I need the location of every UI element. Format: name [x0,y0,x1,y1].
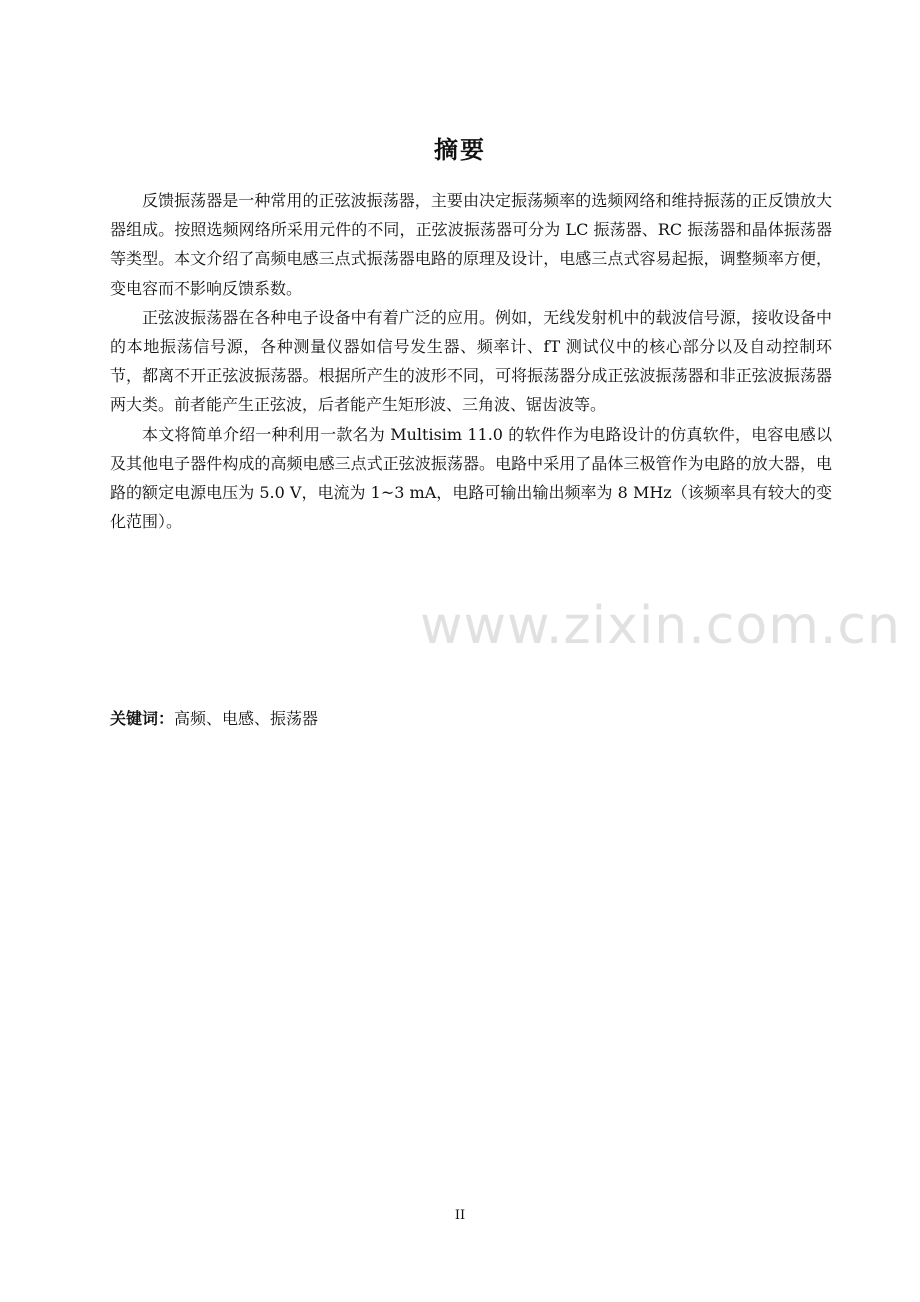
keywords-line [110,707,318,731]
watermark: www.zixin.com.cn [420,596,901,656]
abstract-body [110,186,832,536]
keywords-value: 高频、电感、振荡器 [174,709,319,728]
page-number: II [454,1208,466,1223]
abstract-paragraph-3: 本文将简单介绍一种利用一款名为 Multisim 11.0 的软件作为电路设计的仿真软件，电容电感以及其他电子器件构成的高频电感三点式正弦波振荡器。电路中采用了晶体三极管作为电路的放大器，电路的额定电源电压为 5.0 V，电流为 1~3 mA，电路可输出输出频率为 8 MHz（该频率具有较大的变化范围）。 [110,424,832,532]
abstract-paragraph-2: 正弦波振荡器在各种电子设备中有着广泛的应用。例如，无线发射机中的载波信号源，接收设备中的本地振荡信号源，各种测量仪器如信号发生器、频率计、fT 测试仪中的核心部分以及自动控制环节，都离不开正弦波振荡器。根据所产生的波形不同，可将振荡器分成正弦波振荡器和非正弦波振荡器两大类。前者能产生正弦波，后者能产生矩形波、三角波、锯齿波等。 [110,307,832,415]
keywords-label: 关键词： [110,709,175,728]
abstract-paragraph-1: 反馈振荡器是一种常用的正弦波振荡器，主要由决定振荡频率的选频网络和维持振荡的正反馈放大器组成。按照选频网络所采用元件的不同，正弦波振荡器可分为 LC 振荡器、RC 振荡器和晶体振荡器等类型。本文介绍了高频电感三点式振荡器电路的原理及设计，电感三点式容易起振，调整频率方便，变电容而不影响反馈系数。 [110,191,832,298]
page-title: 摘要 [434,136,486,164]
